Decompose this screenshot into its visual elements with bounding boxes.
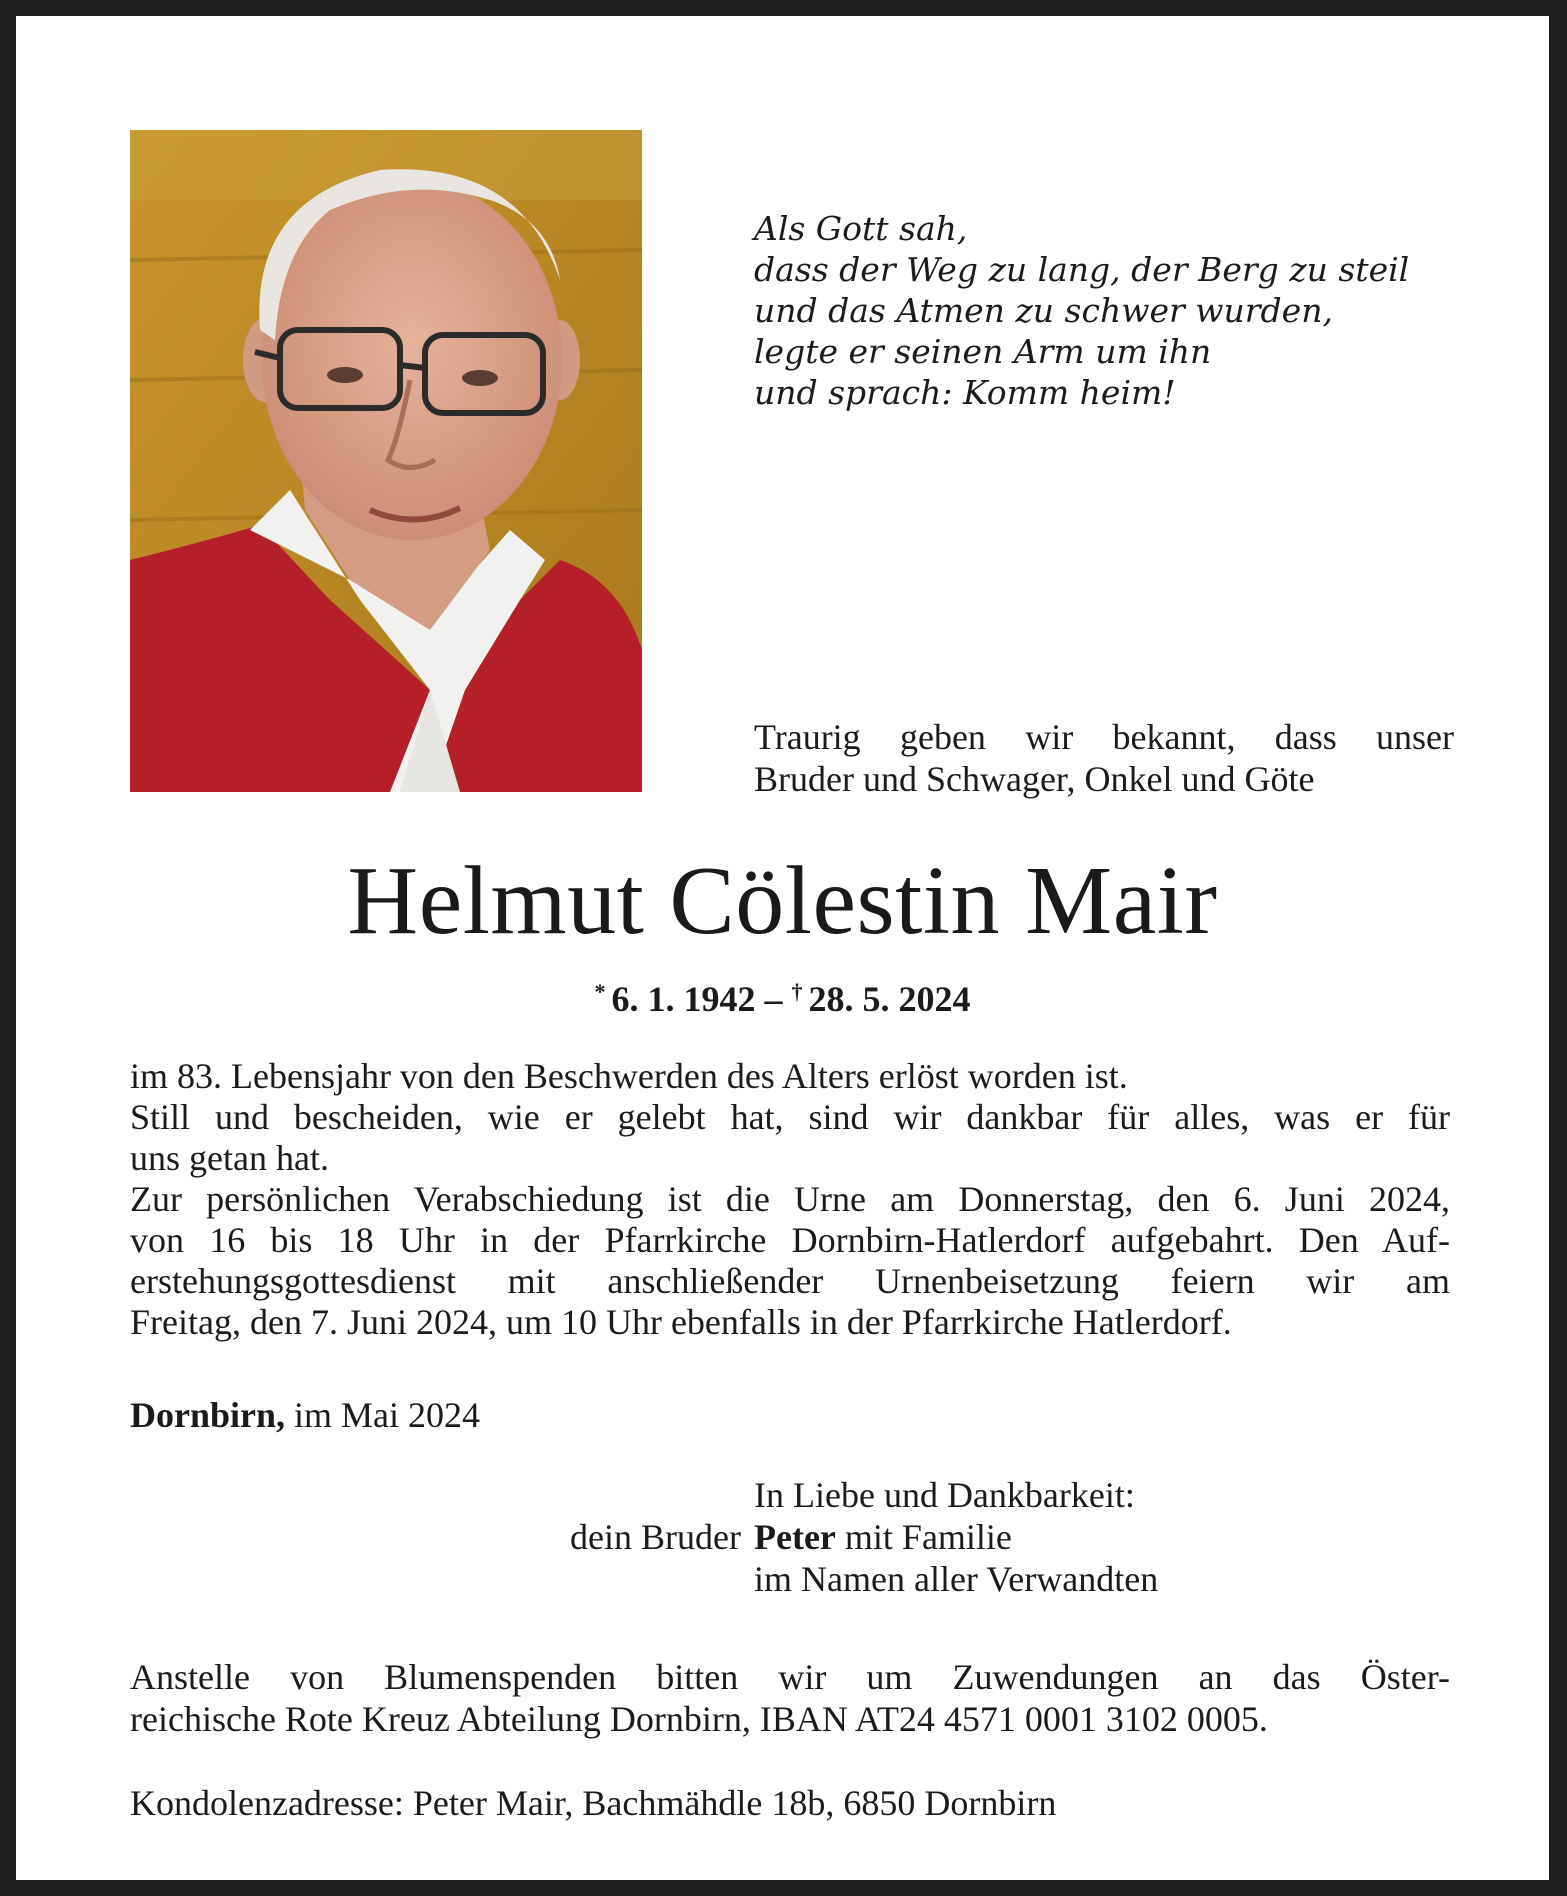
signature-prefix: dein Bruder bbox=[570, 1517, 741, 1557]
poem-line: Als Gott sah, bbox=[754, 209, 968, 248]
poem-line: dass der Weg zu lang, der Berg zu steil bbox=[754, 250, 1410, 289]
signature-closing: In Liebe und Dankbarkeit: bbox=[754, 1475, 1135, 1515]
place-city: Dornbirn, bbox=[130, 1395, 286, 1435]
date-dash: – bbox=[764, 979, 783, 1019]
body-line: erstehungsgottesdienst mit anschließender Urnenbeisetzung feiern wir am bbox=[130, 1261, 1450, 1301]
obituary-page bbox=[16, 16, 1549, 1880]
body-line: im 83. Lebensjahr von den Beschwerden des Alters erlöst worden ist. bbox=[130, 1056, 1128, 1096]
death-date: 28. 5. 2024 bbox=[808, 979, 971, 1019]
intro-line: Bruder und Schwager, Onkel und Göte bbox=[754, 759, 1315, 799]
announcement-intro bbox=[754, 716, 1454, 800]
signature-family-line bbox=[754, 1516, 1158, 1558]
body-line: Zur persönlichen Verabschiedung ist die Urne am Donnerstag, den 6. Juni 2024, bbox=[130, 1179, 1450, 1219]
obituary-body bbox=[130, 1056, 1450, 1343]
portrait-illustration bbox=[130, 130, 642, 792]
death-symbol: † bbox=[791, 979, 803, 1004]
poem-line: legte er seinen Arm um ihn bbox=[754, 332, 1212, 371]
birth-symbol: * bbox=[594, 979, 606, 1004]
body-line: Freitag, den 7. Juni 2024, um 10 Uhr ebenfalls in der Pfarrkirche Hatlerdorf. bbox=[130, 1302, 1232, 1342]
signature-relatives: im Namen aller Verwandten bbox=[754, 1559, 1159, 1599]
body-line: Still und bescheiden, wie er gelebt hat, sind wir dankbar für alles, was er für bbox=[130, 1097, 1450, 1137]
intro-line: Traurig geben wir bekannt, dass unser bbox=[754, 717, 1454, 757]
poem-line: und sprach: Komm heim! bbox=[754, 373, 1176, 412]
signature-block bbox=[754, 1474, 1158, 1600]
donation-line: reichische Rote Kreuz Abteilung Dornbirn, IBAN AT24 4571 0001 3102 0005. bbox=[130, 1699, 1268, 1739]
birth-date: 6. 1. 1942 bbox=[611, 979, 756, 1019]
signature-suffix: mit Familie bbox=[844, 1517, 1012, 1557]
portrait-photo bbox=[130, 130, 642, 792]
body-line: von 16 bis 18 Uhr in der Pfarrkirche Dornbirn-Hatlerdorf aufgebahrt. Den Auf- bbox=[130, 1220, 1450, 1260]
life-dates bbox=[16, 971, 1549, 1020]
donation-line: Anstelle von Blumenspenden bitten wir um Zuwendungen an das Öster- bbox=[130, 1657, 1450, 1697]
donation-note bbox=[130, 1656, 1450, 1740]
poem-line: und das Atmen zu schwer wurden, bbox=[754, 291, 1333, 330]
condolence-address: Kondolenzadresse: Peter Mair, Bachmähdle 18b, 6850 Dornbirn bbox=[130, 1783, 1057, 1823]
poem bbox=[754, 208, 1474, 413]
deceased-name: Helmut Cölestin Mair bbox=[347, 847, 1218, 955]
place-date bbox=[130, 1394, 480, 1436]
body-line: uns getan hat. bbox=[130, 1138, 329, 1178]
place-month: im Mai 2024 bbox=[294, 1395, 481, 1435]
signature-name: Peter bbox=[754, 1517, 836, 1557]
